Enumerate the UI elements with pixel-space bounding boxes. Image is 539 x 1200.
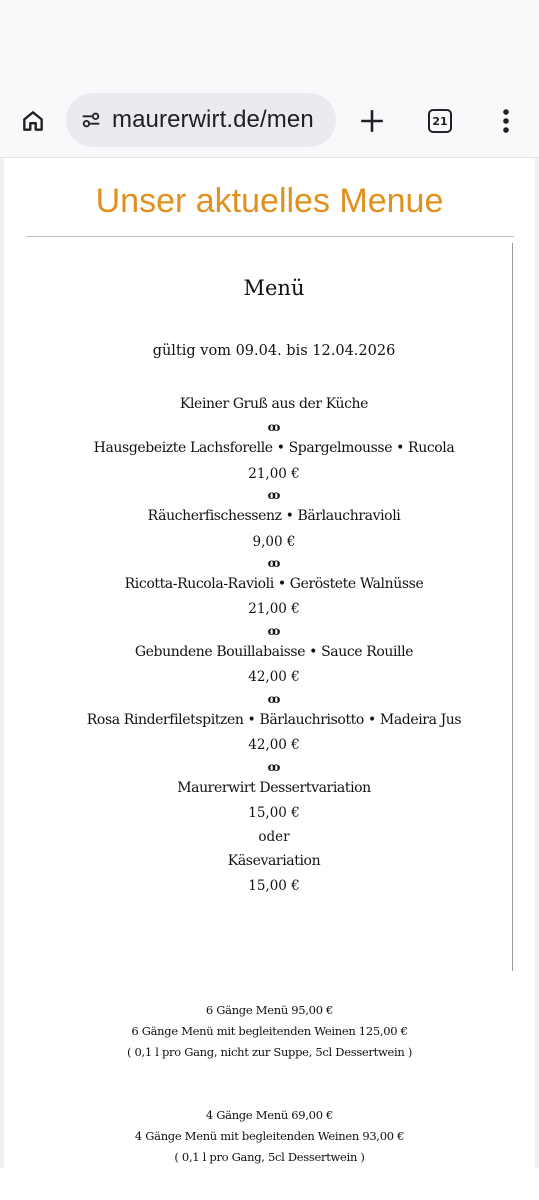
course-name: Gebundene Bouillabaisse • Sauce Rouille	[134, 644, 414, 660]
more-vert-icon	[502, 108, 510, 134]
tab-switcher-button[interactable]	[418, 99, 462, 143]
course-name: Kleiner Gruß aus der Küche	[179, 396, 369, 412]
course-separator: ꝏ	[267, 624, 281, 638]
site-settings-icon[interactable]	[78, 107, 104, 133]
course-price: 21,00 €	[248, 466, 300, 482]
offer-note: ( 0,1 l pro Gang, nicht zur Suppe, 5cl Dessertwein )	[126, 1045, 413, 1059]
offer-line: 4 Gänge Menü mit begleitenden Weinen 93,00 €	[134, 1129, 405, 1143]
course-price: 15,00 €	[248, 878, 300, 894]
course-price: 9,00 €	[252, 534, 296, 550]
headline-divider	[26, 236, 514, 237]
course-name: Rosa Rinderfiletspitzen • Bärlauchrisotto • Madeira Jus	[86, 712, 462, 728]
bottom-bar	[0, 1168, 539, 1200]
new-tab-button[interactable]	[350, 99, 394, 143]
course-price: 42,00 €	[248, 669, 300, 685]
course-name: Hausgebeizte Lachsforelle • Spargelmousse • Rucola	[93, 440, 455, 456]
offer-line: 6 Gänge Menü mit begleitenden Weinen 125,00 €	[131, 1024, 408, 1038]
course-separator: ꝏ	[267, 760, 281, 774]
course-name: Maurerwirt Dessertvariation	[177, 780, 371, 796]
page-headline: Unser aktuelles Menue	[95, 182, 444, 220]
plus-icon	[359, 108, 385, 134]
url-text[interactable]: maurerwirt.de/men	[112, 106, 314, 133]
course-name: Ricotta-Rucola-Ravioli • Geröstete Walnüsse	[124, 576, 424, 592]
tab-count-badge: 21	[428, 109, 452, 133]
course-name: Käsevariation	[227, 853, 321, 869]
offer-line: 6 Gänge Menü 95,00 €	[205, 1003, 334, 1017]
status-area	[0, 0, 539, 80]
web-page	[0, 158, 539, 1168]
course-price: 42,00 €	[248, 737, 300, 753]
course-price: 21,00 €	[248, 601, 300, 617]
course-separator: ꝏ	[267, 488, 281, 502]
course-separator: ꝏ	[267, 556, 281, 570]
course-separator: ꝏ	[267, 420, 281, 434]
course-separator: ꝏ	[267, 692, 281, 706]
menu-validity: gültig vom 09.04. bis 12.04.2026	[152, 343, 396, 359]
menu-title: Menü	[243, 276, 305, 300]
course-name: Räucherfischessenz • Bärlauchravioli	[147, 508, 401, 524]
offer-line: 4 Gänge Menü 69,00 €	[205, 1108, 334, 1122]
browser-toolbar	[0, 80, 539, 158]
address-bar[interactable]	[66, 93, 336, 147]
offer-note: ( 0,1 l pro Gang, 5cl Dessertwein )	[174, 1150, 365, 1164]
home-button[interactable]	[12, 100, 54, 142]
home-icon	[20, 108, 46, 134]
more-options-button[interactable]	[486, 99, 526, 143]
or-text: oder	[258, 829, 290, 845]
course-price: 15,00 €	[248, 805, 300, 821]
